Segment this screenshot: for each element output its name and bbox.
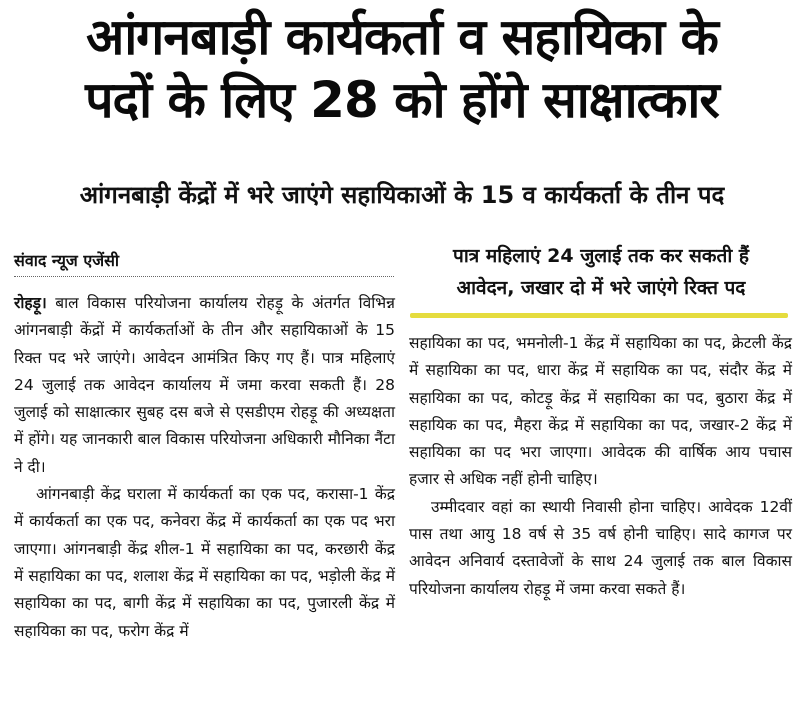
byline: संवाद न्यूज एजेंसी — [14, 251, 120, 270]
dateline: रोहड़ू। — [14, 294, 47, 312]
subheadline: आंगनबाड़ी केंद्रों में भरे जाएंगे सहायिकाओं के 15 व कार्यकर्ता के तीन पद — [79, 181, 725, 209]
byline-divider — [14, 276, 394, 277]
article-paragraph: उम्मीदवार वहां का स्थायी निवासी होना चाहिए। आवेदक 12वीं पास तथा आयु 18 वर्ष से 35 वर्ष होनी चाहिए। सादे कागज पर आवेदन अनिवार्य दस्तावेजों के साथ 24 जुलाई तक बाल विकास परियोजना कार्यालय रोहड़ू में जमा करवा सकते हैं। — [409, 497, 792, 598]
article-column-left — [14, 290, 395, 645]
highlight-line-2: आवेदन, जखार दो में भरे जाएंगे रिक्त पद — [456, 277, 746, 299]
headline — [0, 6, 804, 132]
highlight-box — [404, 240, 798, 304]
article-paragraph: आंगनबाड़ी केंद्र घराला में कार्यकर्ता का एक पद, करासा-1 केंद्र में कार्यकर्ता का एक पद, कनेवरा केंद्र में कार्यकर्ता का एक पद भरा जाएगा। आंगनबाड़ी केंद्र शील-1 में सहायिका का पद, करछारी केंद्र में सहायिका का पद, शलाश केंद्र में सहायिका का पद, भड़ोली केंद्र में सहायिका का पद, बागी केंद्र में सहायिका का पद, पुजारली केंद्र में सहायिका का पद, फरोग केंद्र में — [14, 485, 395, 640]
highlight-line-1: पात्र महिलाएं 24 जुलाई तक कर सकती हैं — [453, 245, 749, 267]
headline-line-1: आंगनबाड़ी कार्यकर्ता व सहायिका के — [86, 8, 718, 66]
article-text: बाल विकास परियोजना कार्यालय रोहड़ू के अंतर्गत विभिन्न आंगनबाड़ी केंद्रों में कार्यकर्ताओं के तीन और सहायिकाओं के 15 रिक्त पद भरे जाएंगे। आवेदन आमंत्रित किए गए हैं। पात्र महिलाएं 24 जुलाई तक आवेदन कार्यालय में जमा करवा सकती हैं। 28 जुलाई को साक्षात्कार सुबह दस बजे से एसडीएम रोहड़ू की अध्यक्षता में होंगे। यह जानकारी बाल विकास परियोजना अधिकारी मौनिका नैंटा ने दी। — [14, 294, 395, 476]
headline-line-2: पदों के लिए 28 को होंगे साक्षात्कार — [85, 71, 719, 129]
highlight-underline — [410, 313, 788, 318]
article-column-right — [409, 330, 792, 603]
article-paragraph — [14, 290, 395, 481]
article-paragraph: सहायिका का पद, भमनोली-1 केंद्र में सहायिका का पद, क्रेटली केंद्र में सहायिका का पद, धारा केंद्र में सहायिक का पद, संदौर केंद्र में सहायिका का पद, कोटड़ू केंद्र में सहायिका का पद, बुठारा केंद्र में सहायिक का पद, मैहरा केंद्र में सहायिका का पद, जखार-2 केंद्र में सहायिका का पद भरा जाएगा। आवेदक की वार्षिक आय पचास हजार से अधिक नहीं होनी चाहिए। — [409, 334, 792, 489]
